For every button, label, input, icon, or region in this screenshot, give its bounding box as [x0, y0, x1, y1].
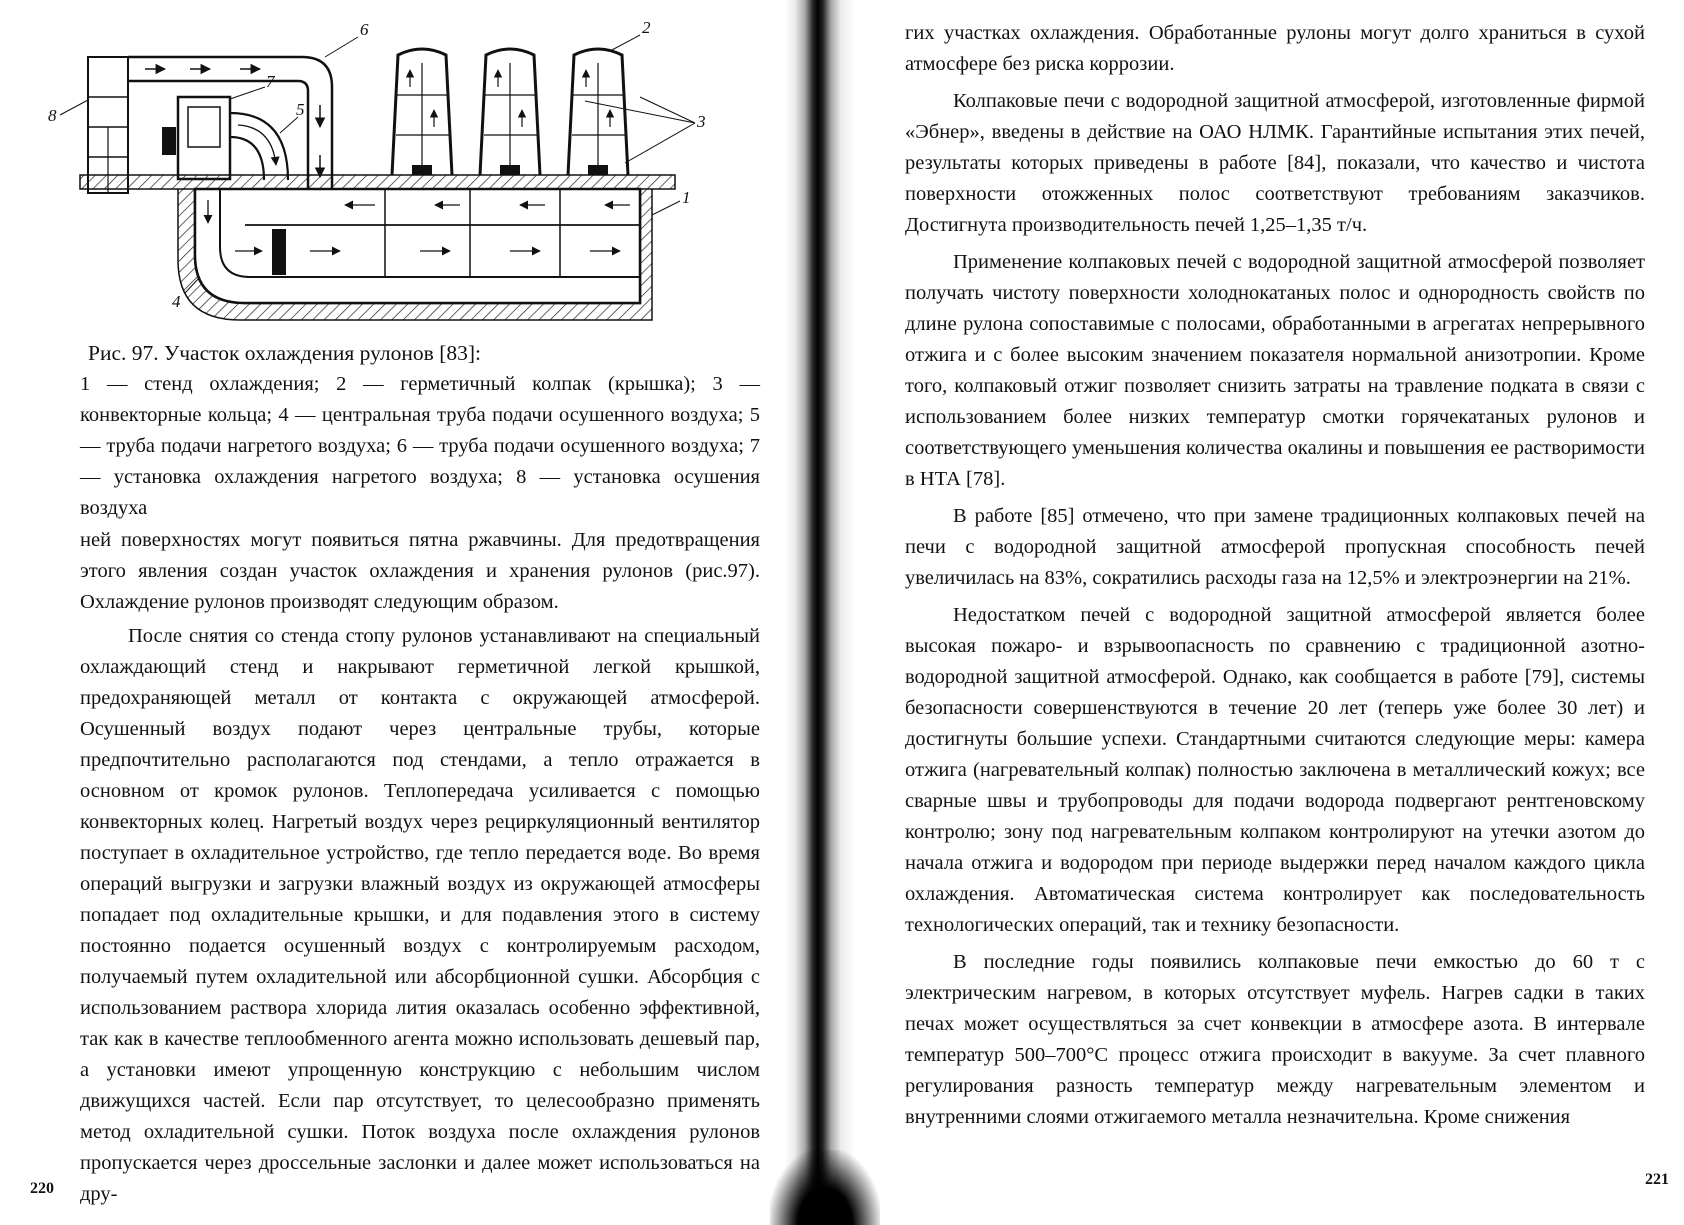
- heated-air-pipe: [230, 113, 288, 180]
- label-2: 2: [642, 18, 651, 37]
- central-dried-air-pipe: [178, 189, 652, 320]
- label-1: 1: [682, 188, 691, 207]
- label-6: 6: [360, 20, 369, 39]
- paragraph: ней поверхностях могут появиться пятна ржавчины. Для предотвращения этого явления создан участок охлаждения и хранения рулонов (рис.97). Охлаждение рулонов производят следующим образом.: [80, 529, 760, 613]
- air-drying-unit: [88, 57, 128, 193]
- floor-slab: [80, 175, 675, 189]
- label-5: 5: [296, 100, 305, 119]
- paragraph: Колпаковые печи с водородной защитной атмосферой, изготовленные фирмой «Эбнер», введены в действие на ОАО НЛМК. Гарантийные испытания этих печей, результаты которых приведены в работе [84], показали, что качество и чистота поверхности отожженных полос соответствуют требованиям заказчиков. Достигнута производительность печей 1,25–1,35 т/ч.: [905, 90, 1645, 236]
- book-spine-shadow-bottom: [770, 1150, 880, 1225]
- paragraph: гих участках охлаждения. Обработанные рулоны могут долго храниться в сухой атмосфере без риска коррозии.: [905, 22, 1645, 75]
- left-page-text: [80, 525, 760, 1210]
- cooling-section-diagram: [40, 15, 740, 335]
- paragraph: После снятия со стенда стопу рулонов устанавливают на специальный охлаждающий стенд и накрывают герметичной легкой крышкой, предохраняющей металл от контакта с окружающей атмосферой. Осушенный воздух подают через центральные трубы, которые предпочтительно располагаются под стендами, а тепло отражается в основном от кромок рулонов. Теплопередача усиливается с помощью конвекторных колец. Нагретый воздух через рециркуляционный вентилятор поступает в охладительное устройство, где тепло передается воде. Во время операций выгрузки и загрузки влажный воздух из окружающей атмосферы попадает под охладительные крышки, и для подавления этого в систему постоянно подается осушенный воздух с контролируемым расходом, получаемый путем охладительной или абсорбционной сушки. Абсорбция с использованием раствора хлорида лития оказалась особенно эффективной, так как в качестве теплообменного агента можно использовать дешевый пар, а установки имеют упрощенную конструкцию с небольшим числом движущихся частей. Если пар отсутствует, то целесообразно применять метод охладительной сушки. Поток воздуха после охлаждения рулонов пропускается через дроссельные заслонки и далее может использоваться на дру-: [80, 625, 760, 1205]
- heated-air-cooling-unit: [162, 97, 230, 179]
- paragraph: В последние годы появились колпаковые печи емкостью до 60 т с электрическим нагревом, в которых отсутствует муфель. Нагрев садки в таких печах может осуществляться за счет конвекции в атмосфере азота. В интервале температур 500–700°С процесс отжига происходит в вакууме. За счет плавного регулирования разность температур между нагревательным элементом и внутренними слоями отжигаемого металла незначительна. Кроме снижения: [905, 951, 1645, 1128]
- label-8: 8: [48, 106, 57, 125]
- bell-covers: [392, 49, 628, 175]
- label-3: 3: [697, 112, 706, 131]
- figure-caption: [80, 338, 760, 524]
- label-4: 4: [172, 292, 181, 311]
- figure-caption-legend: 1 — стенд охлаждения; 2 — герметичный колпак (крышка); 3 — конвекторные кольца; 4 — центральная труба подачи осушенного воздуха; 5 — труба подачи нагретого воздуха; 6 — труба подачи осушенного воздуха; 7 — установка охлаждения нагретого воздуха; 8 — установка осушения воздуха: [80, 373, 760, 519]
- label-7: 7: [266, 72, 275, 91]
- paragraph: В работе [85] отмечено, что при замене традиционных колпаковых печей на печи с водородной защитной атмосферой пропускная способность печей увеличилась на 83%, сократились расходы газа на 12,5% и электроэнергии на 21%.: [905, 505, 1645, 589]
- book-spine-shadow: [785, 0, 855, 1225]
- page-number-right: 221: [1645, 1171, 1669, 1188]
- convector-rings: [412, 165, 608, 175]
- paragraph: Применение колпаковых печей с водородной защитной атмосферой позволяет получать чистоту поверхности холоднокатаных полос и однородность свойств по длине рулона сопоставимые с полосами, обработанными в агрегатах непрерывного отжига и с более высоким значением показателя нормальной анизотропии. Кроме того, колпаковый отжиг позволяет снизить затраты на травление подката в связи с использованием более низких температур смотки горячекатаных рулонов и соответствующего уменьшения количества окалины и повышения ее растворимости в НТА [78].: [905, 251, 1645, 490]
- page-number-left: 220: [30, 1180, 54, 1197]
- right-page-text: [905, 18, 1645, 1133]
- left-page: [0, 0, 800, 1225]
- paragraph: Недостатком печей с водородной защитной атмосферой является более высокая пожаро- и взрывоопасность по сравнению с традиционной азотно-водородной защитной атмосферой. Однако, как сообщается в работе [79], системы безопасности совершенствуются в течение 20 лет (теперь уже более 30 лет) и достигнуты большие успехи. Стандартными считаются следующие меры: камера отжига (нагревательный колпак) полностью заключена в металлический кожух; все сварные швы и трубопроводы для подачи водорода подвергают рентгеновскому контролю; зону под нагревательным колпаком контролируют на утечки азотом до начала отжига и водородом при периоде выдержки перед началом каждого цикла охлаждения. Автоматическая система контролирует как последовательность технологических операций, так и технику безопасности.: [905, 604, 1645, 936]
- figure-caption-title: Рис. 97. Участок охлаждения рулонов [83]:: [88, 341, 481, 365]
